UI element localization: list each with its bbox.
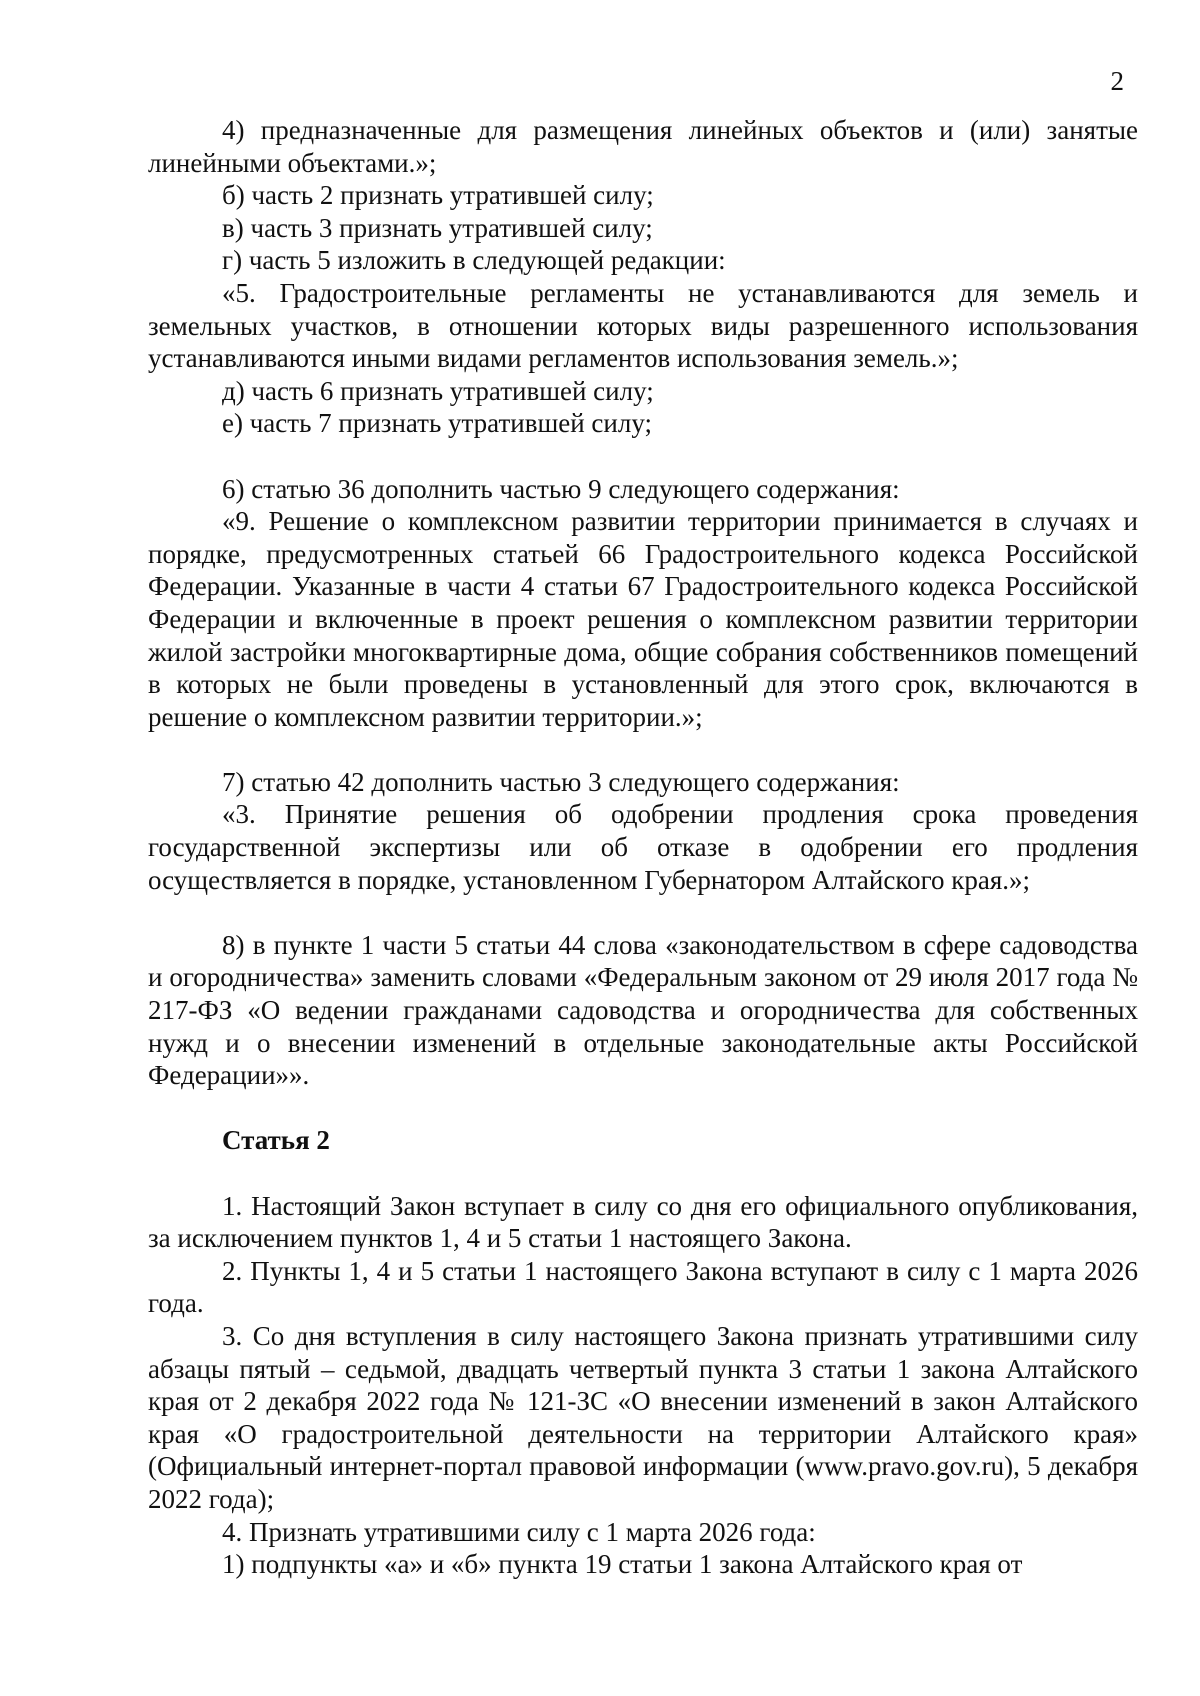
paragraph: 3. Со дня вступления в силу настоящего Закона признать утратившими силу абзацы пятый – седьмой, двадцать четвертый пункта 3 статьи 1 закона Алтайского края от 2 декабря 2022 года № 121-ЗС «О внесении изменений в закон Алтайского края «О градостроительной деятельности на территории Алтайского края» (Официальный интернет-портал правовой информации (www.pravo.gov.ru), 5 декабря 2022 года); (148, 1320, 1138, 1514)
spacer (148, 733, 1138, 766)
paragraph: 6) статью 36 дополнить частью 9 следующего содержания: (222, 473, 900, 504)
page-number: 2 (1110, 66, 1124, 96)
paragraph: «9. Решение о комплексном развитии территории принимается в случаях и порядке, предусмотренных статьей 66 Градостроительного кодекса Российской Федерации. Указанные в части 4 статьи 67 Градостроительного кодекса Российской Федерации и включенные в проект решения о комплексном развитии территории жилой застройки многоквартирные дома, общие собрания собственников помещений в которых не были проведены в установленный для этого срок, включаются в решение о комплексном развитии территории.»; (148, 506, 1138, 732)
spacer (148, 896, 1138, 929)
paragraph: б) часть 2 признать утратившей силу; (222, 180, 654, 211)
paragraph: е) часть 7 признать утратившей силу; (222, 408, 652, 439)
paragraph: 2. Пункты 1, 4 и 5 статьи 1 настоящего Закона вступают в силу с 1 марта 2026 года. (148, 1255, 1138, 1319)
spacer (148, 1157, 1138, 1190)
paragraph: в) часть 3 признать утратившей силу; (222, 212, 653, 243)
spacer (148, 440, 1138, 473)
paragraph: 4) предназначенные для размещения линейных объектов и (или) занятые линейными объектами.»; (148, 115, 1138, 178)
paragraph: д) часть 6 признать утратившей силу; (222, 375, 654, 406)
paragraph: 8) в пункте 1 части 5 статьи 44 слова «законодательством в сфере садоводства и огородничества» заменить словами «Федеральным законом от 29 июля 2017 года № 217-ФЗ «О ведении гражданами садоводства и огородничества для собственных нужд и о внесении изменений в отдельные законодательные акты Российской Федерации»». (148, 929, 1138, 1091)
paragraph: 1) подпункты «а» и «б» пункта 19 статьи 1 закона Алтайского края от (222, 1549, 1023, 1580)
paragraph: 4. Признать утратившими силу с 1 марта 2026 года: (222, 1516, 816, 1547)
paragraph: г) часть 5 изложить в следующей редакции: (222, 245, 726, 276)
paragraph: «5. Градостроительные регламенты не устанавливаются для земель и земельных участков, в отношении которых виды разрешенного использования устанавливаются иными видами регламентов использования земель.»; (148, 277, 1138, 374)
paragraph: «3. Принятие решения об одобрении продления срока проведения государственной экспертизы или об отказе в одобрении его продления осуществляется в порядке, установленном Губернатором Алтайского края.»; (148, 799, 1138, 895)
paragraph: 7) статью 42 дополнить частью 3 следующего содержания: (222, 766, 900, 797)
paragraph: 1. Настоящий Закон вступает в силу со дня его официального опубликования, за исключением пунктов 1, 4 и 5 статьи 1 настоящего Закона. (148, 1190, 1138, 1254)
spacer (148, 1092, 1138, 1125)
article-heading: Статья 2 (222, 1125, 330, 1156)
document-body (148, 114, 1138, 1581)
